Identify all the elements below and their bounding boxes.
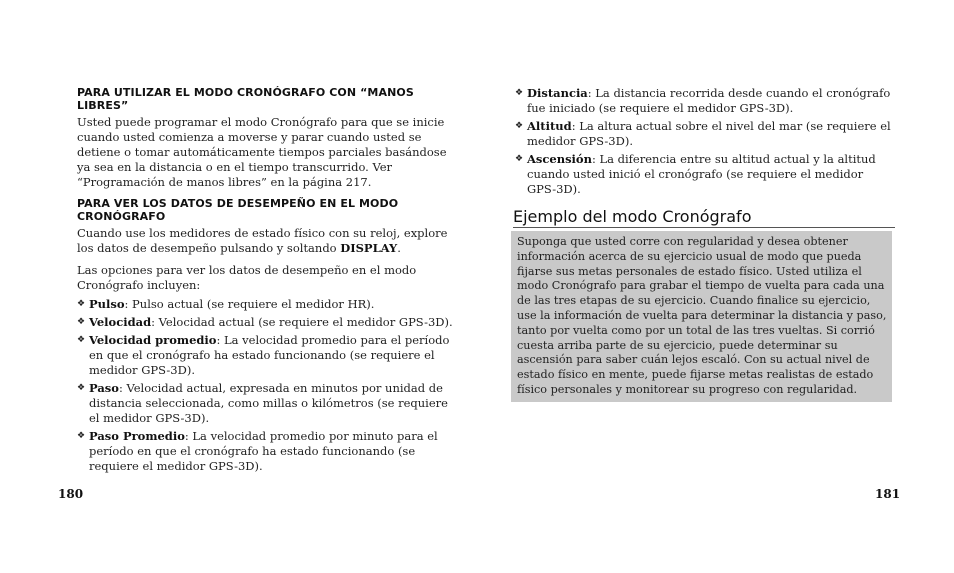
left-options-list (77, 297, 455, 474)
diamond-bullet-icon: ❖ (77, 431, 86, 441)
paragraph-manos-libres: Usted puede programar el modo Cronógrafo para que se inicie cuando usted comienza a moverse y parar cuando usted se detiene o tomar automáticamente tiempos parciales basándose ya sea en la distancia o en el tiempo transcurrido. Ver “Programación de manos libres” en la página 217. (77, 115, 447, 189)
section-title: Ejemplo del modo Cronógrafo (513, 207, 895, 228)
page-number-right: 181 (875, 487, 901, 501)
left-page (77, 86, 455, 477)
diamond-bullet-icon: ❖ (515, 154, 524, 164)
right-options-list (515, 86, 895, 197)
example-box-text: Suponga que usted corre con regularidad y desea obtener información acerca de su ejercicio usual de modo que pueda fijarse sus metas personales de estado físico. Usted utiliza el modo Cronógrafo para grabar el tiempo de vuelta para cada una de las tres etapas de su ejercicio. Cuando finalice su ejercicio, use la información de vuelta para determinar la distancia y paso, tanto por vuelta como por un total de las tres vueltas. Si corrió cuesta arriba parte de su ejercicio, puede determinar su ascensión para saber cuán lejos escaló. Con su actual nivel de estado físico en mente, puede fijarse metas realistas de estado físico personales y monitorear su progreso con regularidad. (517, 235, 887, 396)
example-box (511, 231, 892, 402)
display-keyword: DISPLAY (340, 241, 398, 255)
heading-datos-desempeno: PARA VER LOS DATOS DE DESEMPEÑO EN EL MODO CRONÓGRAFO (77, 197, 399, 223)
diamond-bullet-icon: ❖ (77, 383, 86, 393)
list-item: ❖ Paso Promedio: La velocidad promedio por minuto para el período en que el cronógrafo ha estado funcionando (se requiere el medidor GPS-3D). (77, 429, 438, 473)
diamond-bullet-icon: ❖ (77, 299, 86, 309)
diamond-bullet-icon: ❖ (77, 335, 86, 345)
heading-manos-libres: PARA UTILIZAR EL MODO CRONÓGRAFO CON “MANOS LIBRES” (77, 86, 414, 112)
list-item: ❖ Velocidad promedio: La velocidad promedio para el período en que el cronógrafo ha estado funcionando (se requiere el medidor GPS-3D). (77, 333, 450, 377)
list-item: ❖ Ascensión: La diferencia entre su altitud actual y la altitud cuando usted inició el cronógrafo (se requiere el medidor GPS-3D). (515, 152, 876, 196)
page-number-left: 180 (58, 487, 84, 501)
right-page (515, 86, 895, 236)
diamond-bullet-icon: ❖ (77, 317, 86, 327)
paragraph-explore: Cuando use los medidores de estado físico con su reloj, explore los datos de desempeño pulsando y soltando DISPLAY. (77, 226, 448, 255)
diamond-bullet-icon: ❖ (515, 121, 524, 131)
list-item: ❖ Pulso: Pulso actual (se requiere el medidor HR). (77, 297, 375, 311)
list-item: ❖ Altitud: La altura actual sobre el nivel del mar (se requiere el medidor GPS-3D). (515, 119, 891, 148)
paragraph-opciones: Las opciones para ver los datos de desempeño en el modo Cronógrafo incluyen: (77, 263, 417, 292)
list-item: ❖ Velocidad: Velocidad actual (se requiere el medidor GPS-3D). (77, 315, 453, 329)
list-item: ❖ Distancia: La distancia recorrida desde cuando el cronógrafo fue iniciado (se requiere el medidor GPS-3D). (515, 86, 891, 115)
list-item: ❖ Paso: Velocidad actual, expresada en minutos por unidad de distancia seleccionada, como millas o kilómetros (se requiere el medidor GPS-3D). (77, 381, 448, 425)
diamond-bullet-icon: ❖ (515, 88, 524, 98)
